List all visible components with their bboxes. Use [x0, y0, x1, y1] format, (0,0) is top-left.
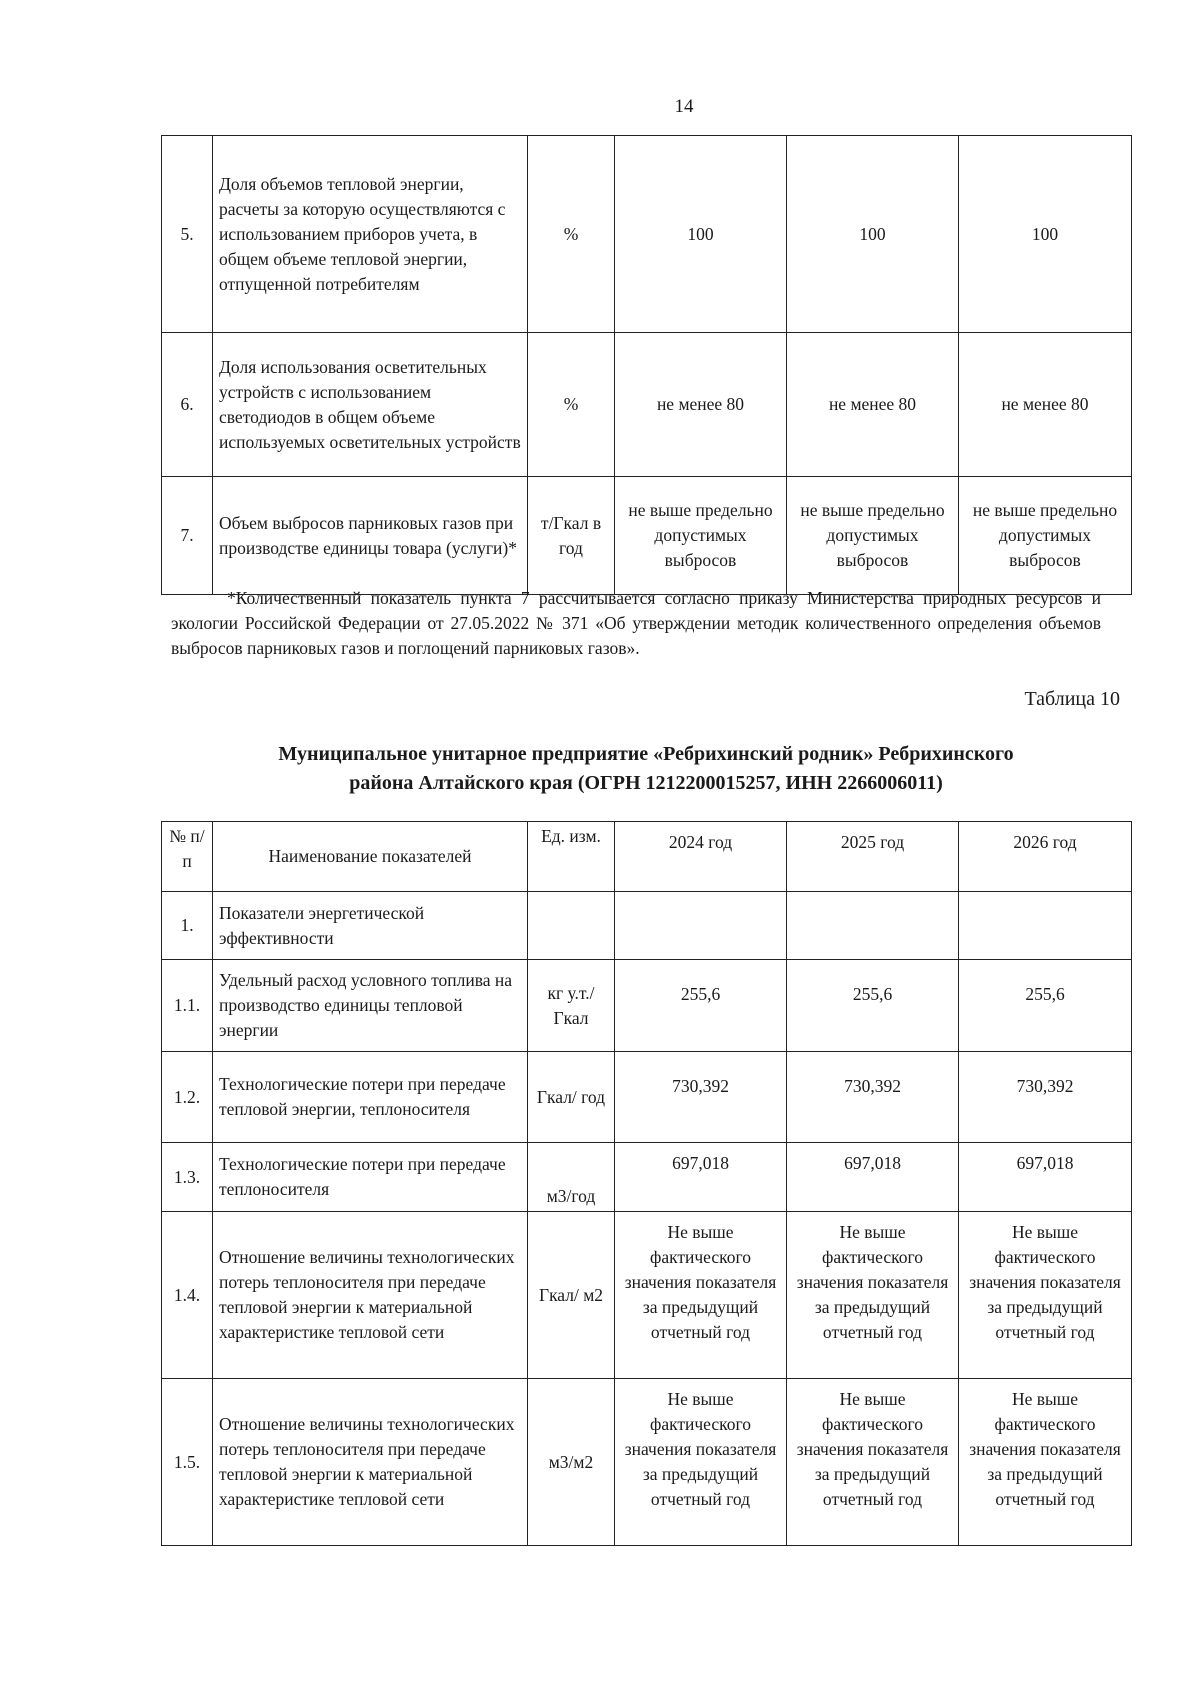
- value-2025: 100: [787, 136, 959, 333]
- value-2026: 255,6: [959, 960, 1132, 1052]
- indicator-name: Технологические потери при передаче теплоносителя: [213, 1143, 528, 1212]
- table-row: [162, 1143, 1132, 1212]
- unit: кг у.т./ Гкал: [528, 960, 615, 1052]
- unit: Гкал/ год: [528, 1052, 615, 1143]
- organization-title: [161, 740, 1131, 798]
- row-number: 1.3.: [162, 1143, 213, 1212]
- value-2026: 100: [959, 136, 1132, 333]
- value-2025: не менее 80: [787, 333, 959, 477]
- header-2026: 2026 год: [959, 822, 1132, 892]
- value-2025: [787, 892, 959, 960]
- value-2024: 100: [615, 136, 787, 333]
- unit: %: [528, 333, 615, 477]
- header-unit: Ед. изм.: [528, 822, 615, 892]
- header-number: № п/п: [162, 822, 213, 892]
- page-number: 14: [674, 96, 694, 117]
- table-row: [162, 892, 1132, 960]
- indicator-name: Технологические потери при передаче тепловой энергии, теплоносителя: [213, 1052, 528, 1143]
- row-number: 1.5.: [162, 1379, 213, 1546]
- table-10: [161, 821, 1132, 1546]
- unit: [528, 892, 615, 960]
- unit: м3/год: [528, 1143, 615, 1212]
- unit: %: [528, 136, 615, 333]
- table-row: [162, 960, 1132, 1052]
- table-caption: Таблица 10: [1024, 688, 1120, 710]
- table-row: [162, 1379, 1132, 1546]
- header-2024: 2024 год: [615, 822, 787, 892]
- indicator-name: Показатели энергетической эффективности: [213, 892, 528, 960]
- value-2025: 255,6: [787, 960, 959, 1052]
- unit: м3/м2: [528, 1379, 615, 1546]
- row-number: 6.: [162, 333, 213, 477]
- organization-title-line-1: Муниципальное унитарное предприятие «Ребрихинский родник» Ребрихинского: [278, 743, 1014, 765]
- value-2024: не менее 80: [615, 333, 787, 477]
- value-2025: Не выше фактического значения показателя за предыдущий отчетный год: [787, 1212, 959, 1379]
- value-2024: 697,018: [615, 1143, 787, 1212]
- value-2026: не выше предельно допустимых выбросов: [959, 477, 1132, 595]
- indicator-name: Объем выбросов парниковых газов при производстве единицы товара (услуги)*: [213, 477, 528, 595]
- value-2026: 697,018: [959, 1143, 1132, 1212]
- value-2024: Не выше фактического значения показателя за предыдущий отчетный год: [615, 1212, 787, 1379]
- value-2024: не выше предельно допустимых выбросов: [615, 477, 787, 595]
- value-2024: 730,392: [615, 1052, 787, 1143]
- organization-title-line-2: района Алтайского края (ОГРН 1212200015257, ИНН 2266006011): [349, 772, 943, 794]
- indicator-name: Доля объемов тепловой энергии, расчеты за которую осуществляются с использованием приборов учета, в общем объеме тепловой энергии, отпущенной потребителям: [213, 136, 528, 333]
- value-2026: не менее 80: [959, 333, 1132, 477]
- indicator-name: Отношение величины технологических потерь теплоносителя при передаче тепловой энергии к материальной характеристике тепловой сети: [213, 1379, 528, 1546]
- header-indicator-name: Наименование показателей: [213, 822, 528, 892]
- value-2024: 255,6: [615, 960, 787, 1052]
- row-number: 1.: [162, 892, 213, 960]
- row-number: 7.: [162, 477, 213, 595]
- value-2025: 730,392: [787, 1052, 959, 1143]
- value-2026: Не выше фактического значения показателя за предыдущий отчетный год: [959, 1212, 1132, 1379]
- row-number: 1.2.: [162, 1052, 213, 1143]
- footnote: *Количественный показатель пункта 7 рассчитывается согласно приказу Министерства природных ресурсов и экологии Российской Федерации от 27.05.2022 № 371 «Об утверждении методик количественного определения объемов выбросов парниковых газов и поглощений парниковых газов».: [171, 588, 1101, 658]
- value-2026: 730,392: [959, 1052, 1132, 1143]
- table-row: [162, 477, 1132, 595]
- indicators-table-continued: [161, 135, 1132, 595]
- indicator-name: Отношение величины технологических потерь теплоносителя при передаче тепловой энергии к материальной характеристике тепловой сети: [213, 1212, 528, 1379]
- indicator-name: Удельный расход условного топлива на производство единицы тепловой энергии: [213, 960, 528, 1052]
- unit: Гкал/ м2: [528, 1212, 615, 1379]
- table-row: [162, 1212, 1132, 1379]
- table-row: [162, 1052, 1132, 1143]
- value-2026: [959, 892, 1132, 960]
- value-2025: не выше предельно допустимых выбросов: [787, 477, 959, 595]
- value-2024: Не выше фактического значения показателя за предыдущий отчетный год: [615, 1379, 787, 1546]
- table-row: [162, 333, 1132, 477]
- unit: т/Гкал в год: [528, 477, 615, 595]
- value-2025: 697,018: [787, 1143, 959, 1212]
- table-row: [162, 136, 1132, 333]
- table-header-row: [162, 822, 1132, 892]
- row-number: 5.: [162, 136, 213, 333]
- value-2024: [615, 892, 787, 960]
- header-2025: 2025 год: [787, 822, 959, 892]
- row-number: 1.4.: [162, 1212, 213, 1379]
- indicator-name: Доля использования осветительных устройств с использованием светодиодов в общем объеме используемых осветительных устройств: [213, 333, 528, 477]
- value-2025: Не выше фактического значения показателя за предыдущий отчетный год: [787, 1379, 959, 1546]
- row-number: 1.1.: [162, 960, 213, 1052]
- value-2026: Не выше фактического значения показателя за предыдущий отчетный год: [959, 1379, 1132, 1546]
